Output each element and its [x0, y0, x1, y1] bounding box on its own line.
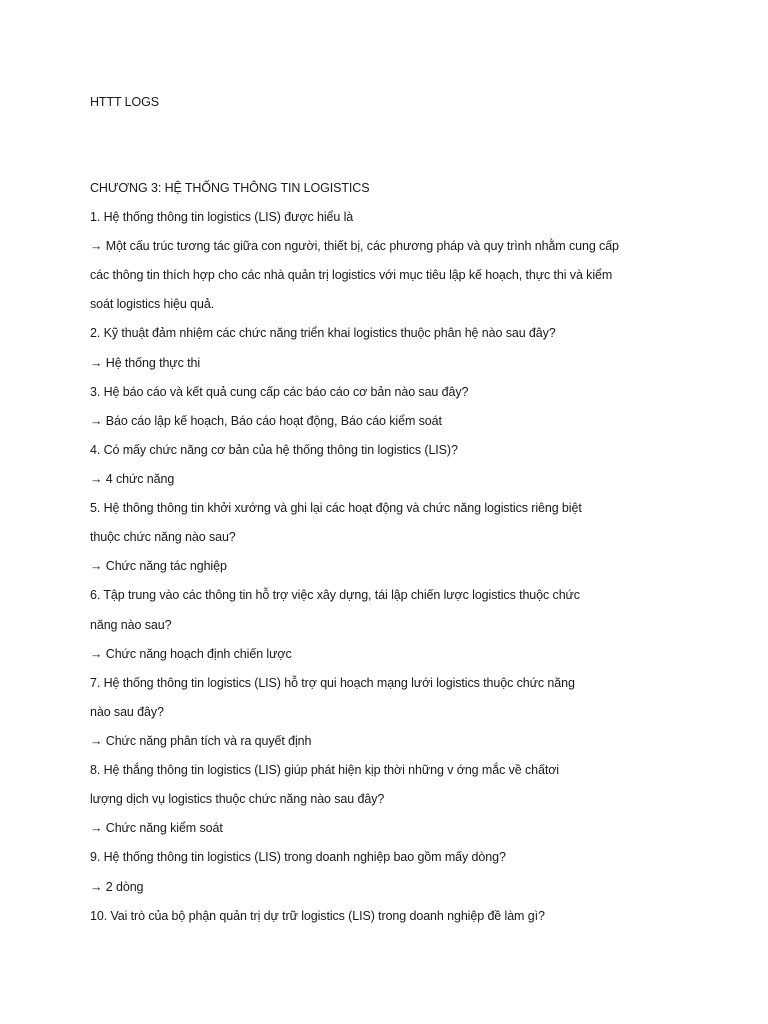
text-line: 8. Hệ thắng thông tin logistics (LIS) giúp phát hiện kịp thời những v ớng mắc về chấtơi	[90, 763, 559, 777]
text-line: → Chức năng tác nghiệp	[90, 559, 227, 573]
text-line: 10. Vai trò của bộ phận quản trị dự trữ logistics (LIS) trong doanh nghiệp đề làm gì?	[90, 909, 545, 923]
text-line: → Một cấu trúc tương tác giữa con người, thiết bị, các phương pháp và quy trình nhằm cung cấp	[90, 239, 619, 253]
text-line: → Chức năng hoạch định chiến lược	[90, 647, 292, 661]
text-line: → Hệ thống thực thi	[90, 356, 200, 370]
text-line: → Báo cáo lập kế hoạch, Báo cáo hoạt động, Báo cáo kiểm soát	[90, 414, 442, 428]
text-line: 1. Hệ thống thông tin logistics (LIS) được hiểu là	[90, 210, 354, 224]
text-line: 5. Hệ thông thông tin khởi xướng và ghi lại các hoạt động và chức năng logistics riêng biệt	[90, 501, 582, 515]
text-line: → 2 dòng	[90, 880, 144, 894]
text-line: lượng dịch vụ logistics thuộc chức năng nào sau đây?	[90, 792, 385, 806]
text-line: nào sau đây?	[90, 705, 164, 719]
text-line: → Chức năng phân tích và ra quyết định	[90, 734, 312, 748]
text-line: → Chức năng kiểm soát	[90, 821, 223, 835]
text-line: thuộc chức năng nào sau?	[90, 530, 236, 544]
chapter-heading: CHƯƠNG 3: HỆ THỐNG THÔNG TIN LOGISTICS	[90, 181, 370, 195]
document-title: HTTT LOGS	[90, 95, 160, 109]
text-line: 9. Hệ thống thông tin logistics (LIS) trong doanh nghiệp bao gồm mấy dòng?	[90, 850, 506, 864]
text-line: các thông tin thích hợp cho các nhà quản trị logistics với mục tiêu lập kế hoạch, thực thi và kiểm	[90, 268, 613, 282]
text-line: 4. Có mấy chức năng cơ bản của hệ thống thông tin logistics (LIS)?	[90, 443, 458, 457]
text-line: 7. Hệ thống thông tin logistics (LIS) hỗ trợ qui hoạch mạng lưới logistics thuộc chức năng	[90, 676, 575, 690]
text-line: năng nào sau?	[90, 618, 172, 632]
text-line: 6. Tập trung vào các thông tin hỗ trợ việc xây dựng, tái lập chiến lược logistics thuộc chức	[90, 588, 580, 602]
text-line: → 4 chức năng	[90, 472, 175, 486]
text-line: 3. Hệ báo cáo và kết quả cung cấp các báo cáo cơ bản nào sau đây?	[90, 385, 469, 399]
text-line: soát logistics hiệu quả.	[90, 297, 215, 311]
text-line: 2. Kỹ thuật đảm nhiệm các chức năng triển khai logistics thuộc phân hệ nào sau đây?	[90, 326, 556, 340]
